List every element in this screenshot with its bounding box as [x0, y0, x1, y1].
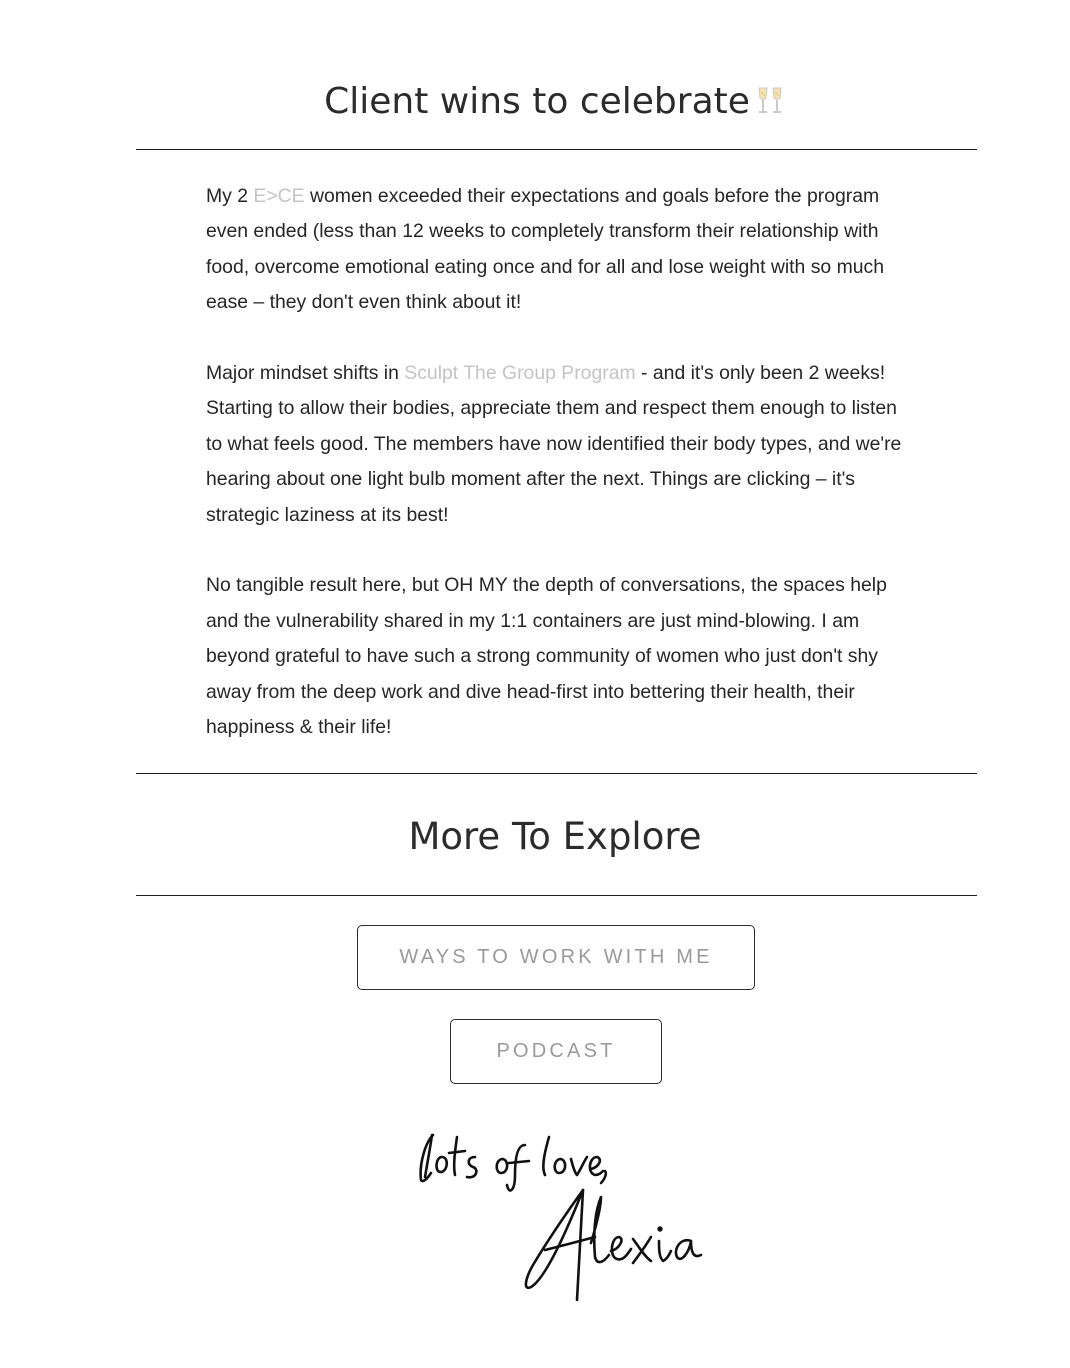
win-text: My 2 — [206, 185, 254, 207]
win-paragraph-sculpt — [206, 356, 916, 533]
divider-bottom — [136, 895, 977, 896]
client-wins-heading — [0, 76, 1070, 128]
divider-top — [136, 149, 977, 150]
win-text: - and it's only been 2 weeks! Starting to allow their bodies, appreciate them and respect them enough to listen to what feels good. The members have now identified their body types, and we're hearing about one light bulb moment after the next. Things are clicking – it's strategic laziness at its best! — [206, 362, 902, 526]
champagne-glasses-icon — [754, 85, 786, 115]
win-paragraph-one-to-one: No tangible result here, but OH MY the depth of conversations, the spaces help and the vulnerability shared in my 1:1 containers are just mind-blowing. I am beyond grateful to have such a strong community of women who just don't shy away from the deep work and dive head-first into bettering their health, their happiness & their life! — [206, 574, 887, 739]
podcast-button[interactable]: PODCAST — [450, 1019, 662, 1084]
signature-image — [405, 1115, 715, 1310]
win-text: women exceeded their expectations and goals before the program even ended (less than 12 weeks to completely transform their relationship with food, overcome emotional eating once and for all and lose weight with so much ease – they don't even think about it! — [206, 185, 884, 314]
client-wins-body — [206, 179, 916, 781]
win-text: Major mindset shifts in — [206, 362, 405, 385]
ways-to-work-with-me-button[interactable]: WAYS TO WORK WITH ME — [357, 925, 755, 990]
ece-program-link[interactable]: E>CE — [253, 185, 305, 207]
more-to-explore-heading: More To Explore — [408, 815, 702, 858]
sculpt-group-program-link[interactable]: Sculpt The Group Program — [404, 362, 636, 385]
win-paragraph-ece — [206, 179, 916, 321]
divider-middle — [136, 773, 977, 774]
client-wins-title: Client wins to celebrate — [324, 81, 750, 122]
